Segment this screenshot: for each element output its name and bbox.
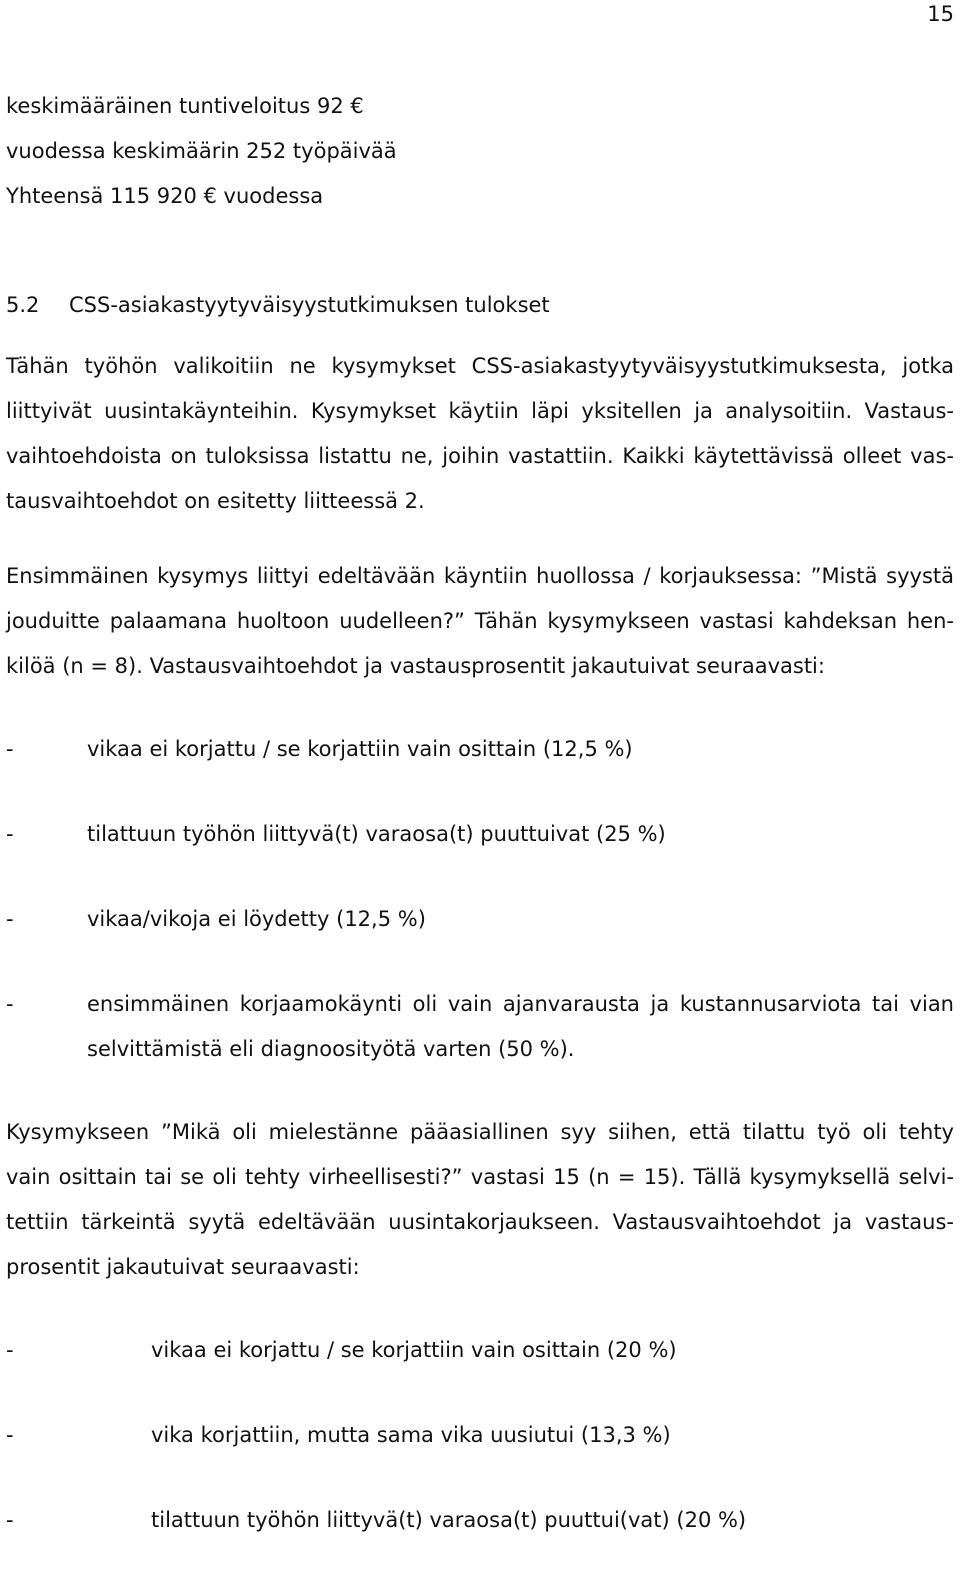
- list-item: [6, 1498, 954, 1543]
- list-item-line: ensimmäinen korjaamokäynti oli vain ajanvarausta ja kustannusarviota tai vian: [87, 992, 954, 1016]
- list-item: [6, 727, 954, 772]
- list-item-text: [87, 982, 954, 1072]
- list-dash: -: [6, 737, 14, 761]
- paragraph-line: tettiin tärkeintä syytä edeltävään uusintakorjaukseen. Vastausvaihtoehdot ja vastaus-: [6, 1210, 954, 1234]
- list-item-text: vikaa ei korjattu / se korjattiin vain osittain (20 %): [151, 1338, 677, 1362]
- list-item-line: selvittämistä eli diagnoosityötä varten (50 %).: [87, 1037, 575, 1061]
- paragraph-line: prosentit jakautuivat seuraavasti:: [6, 1255, 360, 1279]
- list-item: [6, 1328, 954, 1373]
- list-dash: -: [6, 1423, 14, 1447]
- list-item: [6, 897, 954, 942]
- list-item-text: vika korjattiin, mutta sama vika uusiutui (13,3 %): [151, 1423, 671, 1447]
- list-dash: -: [6, 992, 14, 1016]
- page-number: 15: [927, 2, 954, 26]
- list-dash: -: [6, 822, 14, 846]
- list-dash: -: [6, 1508, 14, 1532]
- paragraph-line: Ensimmäinen kysymys liittyi edeltävään käyntiin huollossa / korjauksessa: ”Mistä syystä: [6, 564, 954, 588]
- paragraph-line: Tähän työhön valikoitiin ne kysymykset CSS-asiakastyytyväisyystutkimuksesta, jotka: [6, 354, 954, 378]
- answer-list-1: [6, 727, 954, 1072]
- paragraph-line: liittyivät uusintakäynteihin. Kysymykset käytiin läpi yksitellen ja analysoitiin. Vastaus-: [6, 399, 954, 423]
- paragraph-1: [6, 344, 954, 524]
- list-dash: -: [6, 907, 14, 931]
- intro-block: [6, 84, 954, 219]
- paragraph-line: kilöä (n = 8). Vastausvaihtoehdot ja vastausprosentit jakautuivat seuraavasti:: [6, 654, 825, 678]
- answer-list-2: [6, 1328, 954, 1543]
- list-item-text: vikaa/vikoja ei löydetty (12,5 %): [87, 907, 426, 931]
- intro-line: keskimääräinen tuntiveloitus 92 €: [6, 94, 364, 118]
- paragraph-line: vain osittain tai se oli tehty virheellisesti?” vastasi 15 (n = 15). Tällä kysymyksellä selvi-: [6, 1165, 954, 1189]
- list-item-text: tilattuun työhön liittyvä(t) varaosa(t) puuttui(vat) (20 %): [151, 1508, 747, 1532]
- intro-line: Yhteensä 115 920 € vuodessa: [6, 184, 324, 208]
- section-heading: [6, 283, 954, 328]
- paragraph-line: Kysymykseen ”Mikä oli mielestänne pääasiallinen syy siihen, että tilattu työ oli tehty: [6, 1120, 954, 1144]
- list-item-text: vikaa ei korjattu / se korjattiin vain osittain (12,5 %): [87, 737, 633, 761]
- paragraph-line: vaihtoehdoista on tuloksissa listattu ne, joihin vastattiin. Kaikki käytettävissä olleet vas-: [6, 444, 954, 468]
- paragraph-line: tausvaihtoehdot on esitetty liitteessä 2.: [6, 489, 425, 513]
- paragraph-line: jouduitte palaamana huoltoon uudelleen?” Tähän kysymykseen vastasi kahdeksan hen-: [6, 609, 954, 633]
- list-item: [6, 1413, 954, 1458]
- list-dash: -: [6, 1338, 14, 1362]
- section-number: 5.2: [6, 293, 40, 317]
- paragraph-3: [6, 1110, 954, 1290]
- paragraph-2: [6, 554, 954, 689]
- list-item: [6, 812, 954, 857]
- section-title: CSS-asiakastyytyväisyystutkimuksen tulokset: [69, 293, 550, 317]
- intro-line: vuodessa keskimäärin 252 työpäivää: [6, 139, 397, 163]
- list-item-text: tilattuun työhön liittyvä(t) varaosa(t) puuttuivat (25 %): [87, 822, 666, 846]
- page-content: [6, 84, 954, 1583]
- list-item: [6, 982, 954, 1072]
